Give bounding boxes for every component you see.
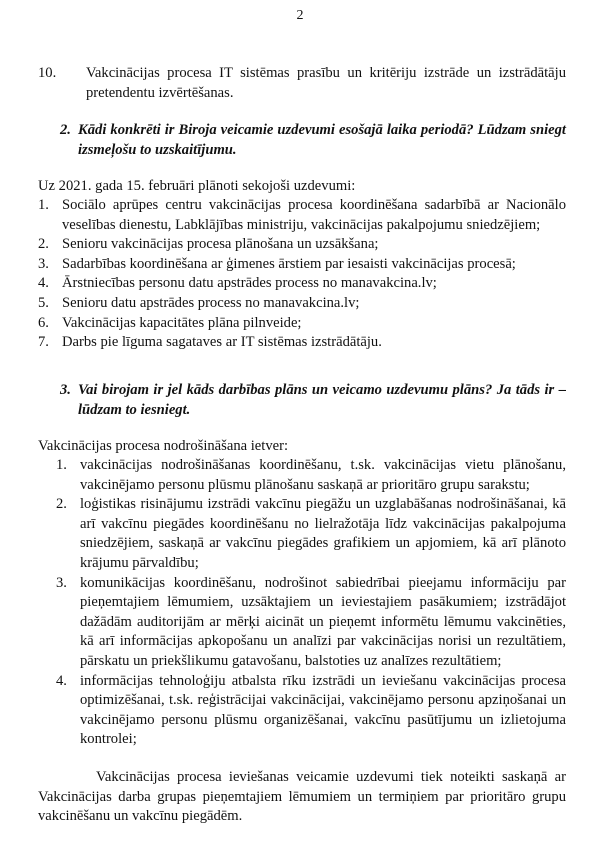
list-item-text: Vakcinācijas kapacitātes plāna pilnveide; [62,314,302,331]
list-item-text: informācijas tehnoloģiju atbalsta rīku izstrādi un ieviešanu vakcinācijas procesa optimizēšanai, t.sk. reģistrācijai vakcinācijai, vakcinējamo personu apziņošanai un vakcinējamo personu plūsmu organizēšanai, vakcīnu pasūtījumu un izlietojuma kontrolei; [80,672,566,748]
plan-list [56,456,566,750]
list-item [38,274,566,294]
list-item-text: Senioru vakcinācijas procesa plānošana un uzsākšana; [62,236,379,253]
question-number: 3. [60,382,71,398]
list-item-number: 10. [38,65,57,81]
list-item [56,456,566,495]
list-item-number: 1. [38,197,49,213]
list-item-number: 3. [56,574,67,591]
question-3 [60,381,566,420]
list-item-text: Darbs pie līguma sagataves ar IT sistēmas izstrādātāju. [62,334,382,351]
list-item-number: 7. [38,334,49,351]
list-item [56,672,566,750]
list-item [38,196,566,235]
list-item-number: 2. [56,496,67,513]
question-text: Kādi konkrēti ir Biroja veicamie uzdevumi esošajā laika periodā? Lūdzam sniegt izsmeļošu to uzskaitījumu. [78,122,566,158]
list-item-text: Vakcinācijas procesa IT sistēmas prasību un kritēriju izstrāde un izstrādātāju pretendentu izvērtēšanas. [86,65,566,101]
list-item-text: Sociālo aprūpes centru vakcinācijas procesa koordinēšana sadarbībā ar Nacionālo veselības dienestu, Labklājības ministriju, vakcinācijas pakalpojumu sniedzējiem; [62,197,566,233]
list-item-text: Senioru datu apstrādes process no manavakcina.lv; [62,294,360,311]
plan-intro: Vakcinācijas procesa nodrošināšana ietver: [38,438,289,454]
list-item-number: 5. [38,294,49,311]
list-item [38,255,566,275]
list-item [56,495,566,573]
list-item-number: 4. [38,275,49,292]
list-item-number: 6. [38,314,49,331]
list-item-number: 2. [38,236,49,253]
list-item [38,294,566,314]
question-2 [60,121,566,160]
list-item-text: Ārstniecības personu datu apstrādes process no manavakcina.lv; [62,275,437,292]
list-item-10 [38,64,566,103]
question-text: Vai birojam ir jel kāds darbības plāns un veicamo uzdevumu plāns? Ja tāds ir – lūdzam to iesniegt. [78,382,566,418]
tasks-list [38,196,566,353]
list-item [56,574,566,672]
list-item [38,314,566,334]
page-number: 2 [296,8,304,23]
list-item-text: Sadarbības koordinēšana ar ģimenes ārstiem par iesaisti vakcinācijas procesā; [62,255,516,272]
tasks-intro: Uz 2021. gada 15. februāri plānoti sekojoši uzdevumi: [38,178,356,194]
list-item [38,333,566,353]
list-item-text: loģistikas risinājumu izstrādi vakcīnu piegāžu un uzglabāšanas nodrošināšanai, kā arī vakcīnu piegādes koordinēšanu no lielražotāja līdz vakcinācijas pakalpojuma sniedzējiem, saskaņā ar vakcīnu piegādes grafikiem un apjomiem, kā arī plānoto krājumu pārvaldību; [80,496,566,571]
list-item-number: 4. [56,672,67,689]
list-item-text: vakcinācijas nodrošināšanas koordinēšanu, t.sk. vakcinācijas vietu plānošanu, vakcinējamo personu plūsmu plānošanu saskaņā ar prioritāro grupu sarakstu; [80,457,566,493]
list-item-number: 3. [38,255,49,272]
list-item [38,235,566,255]
closing-paragraph: Vakcinācijas procesa ieviešanas veicamie uzdevumi tiek noteikti saskaņā ar Vakcinācijas darba grupas pieņemtajiem lēmumiem un termiņiem par prioritāro grupu vakcinēšanu un vakcīnu piegādēm. [38,769,566,825]
list-item-number: 1. [56,457,67,473]
question-number: 2. [60,122,71,138]
list-item-text: komunikācijas koordinēšanu, nodrošinot sabiedrībai pieejamu informāciju par pieņemtajiem lēmumiem, uzsāktajiem un ieviestajiem pasākumiem; izstrādājot dažādām auditorijām ar mērķi aicināt un pieņemt informētu lēmumu vakcinēties, kā arī informācijas apkopošanu un analīzi par vakcinācijas norisi un rezultātiem, pārskatu un priekšlikumu gatavošanu, balstoties uz analīzes rezultātiem; [80,574,566,669]
